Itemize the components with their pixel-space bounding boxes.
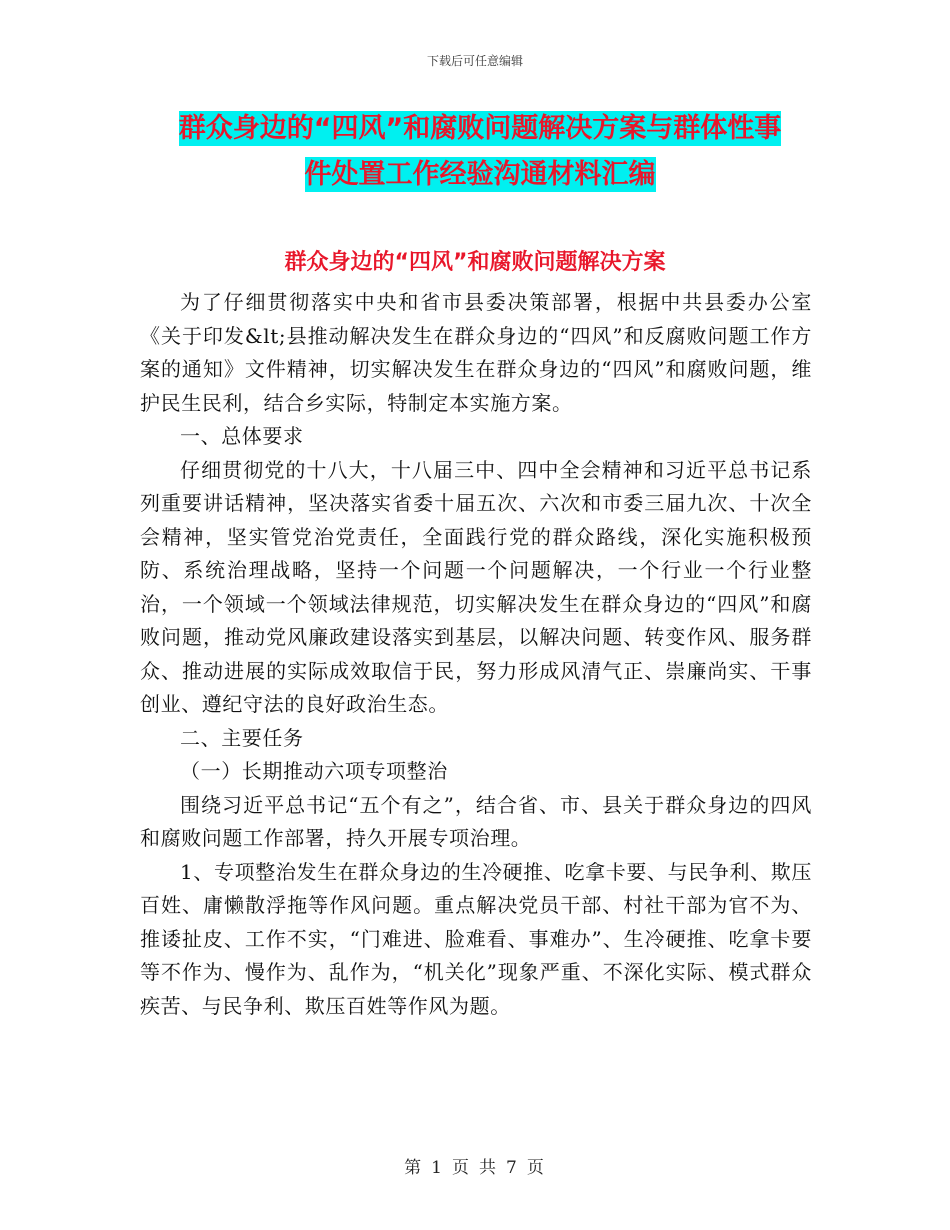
paragraph-intro: 为了仔细贯彻落实中央和省市县委决策部署，根据中共县委办公室《关于印发&lt;县推动解决发生在群众身边的“四风”和反腐败问题工作方案的通知》文件精神，切实解决发生在群众身边的“四风”和腐败问题，维护民生民利，结合乡实际，特制定本实施方案。 — [140, 290, 812, 415]
document-title-line-1: 群众身边的“四风”和腐败问题解决方案与群体性事 — [178, 113, 782, 144]
page-label-total: 共 — [479, 1158, 498, 1178]
page-number: 1 — [431, 1158, 444, 1178]
page-label-mid: 页 — [452, 1158, 471, 1178]
document-body — [140, 286, 812, 1023]
paragraph-special-governance: 围绕习近平总书记“五个有之”，结合省、市、县关于群众身边的四风和腐败问题工作部署，持久开展专项治理。 — [140, 792, 812, 850]
page-label-post: 页 — [526, 1158, 546, 1178]
heading-main-tasks: 二、主要任务 — [180, 725, 304, 750]
paragraph-general-requirements: 仔细贯彻党的十八大，十八届三中、四中全会精神和习近平总书记系列重要讲话精神，坚决落实省委十届五次、六次和市委三届九次、十次全会精神，坚实管党治党责任，全面践行党的群众路线，深化实施积极预防、系统治理战略，坚持一个问题一个问题解决，一个行业一个行业整治，一个领域一个领域法律规范，切实解决发生在群众身边的“四风”和腐败问题，推动党风廉政建设落实到基层，以解决问题、转变作风、服务群众、推动进展的实际成效取信于民，努力形成风清气正、崇廉尚实、干事创业、遵纪守法的良好政治生态。 — [140, 457, 812, 716]
heading-general-requirements: 一、总体要求 — [180, 424, 304, 448]
document-title — [140, 106, 820, 198]
total-pages: 7 — [506, 1158, 519, 1178]
page-label-pre: 第 — [404, 1158, 424, 1178]
section-title: 群众身边的“四风”和腐败问题解决方案 — [284, 250, 666, 275]
document-title-line-2: 件处置工作经验沟通材料汇编 — [304, 159, 656, 190]
page-footer — [0, 1153, 950, 1178]
header-note: 下载后可任意编辑 — [426, 54, 523, 68]
heading-six-special-rectifications: （一）长期推动六项专项整治 — [180, 759, 448, 783]
paragraph-item-1: 1、专项整治发生在群众身边的生冷硬推、吃拿卡要、与民争利、欺压百姓、庸懒散浮拖等作风问题。重点解决党员干部、村社干部为官不为、推诿扯皮、工作不实，“门难进、脸难看、事难办”、生冷硬推、吃拿卡要等不作为、慢作为、乱作为，“机关化”现象严重、不深化实际、模式群众疾苦、与民争利、欺压百姓等作风为题。 — [140, 859, 812, 1018]
